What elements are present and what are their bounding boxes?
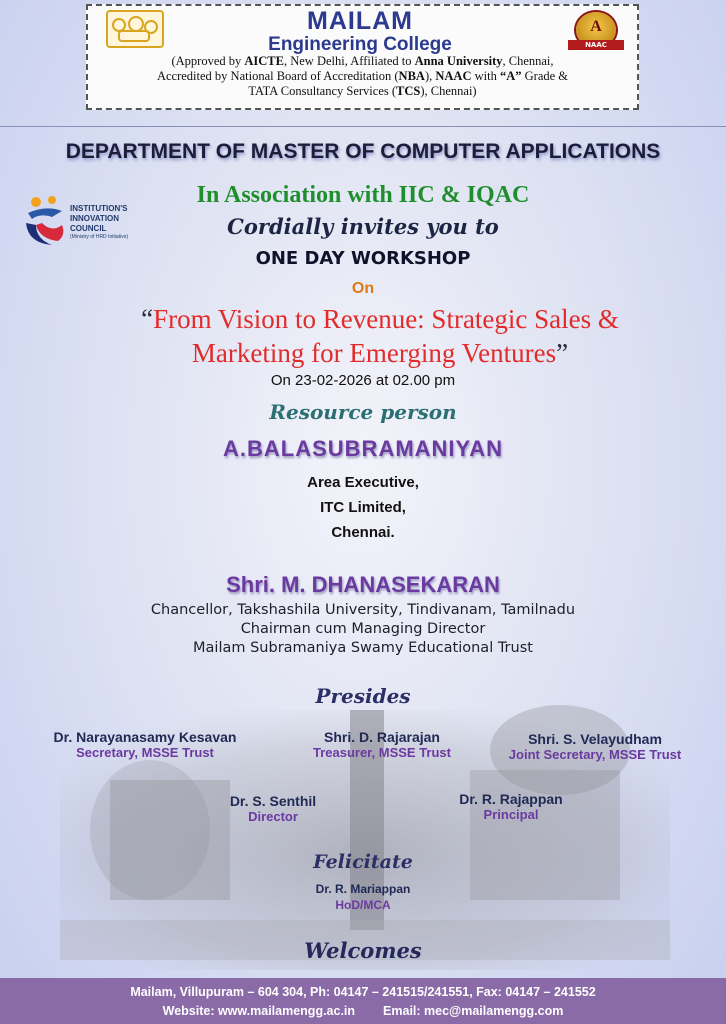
dignitary-card [486, 731, 704, 762]
felicitate-name: Dr. R. Mariappan [315, 882, 411, 896]
dignitary-name: Shri. S. Velayudham [528, 731, 662, 747]
workshop-title [40, 302, 720, 370]
dignitary-role: Director [248, 809, 298, 824]
resource-person-label: Resource person [269, 400, 457, 424]
workshop-title-line2 [40, 336, 720, 370]
dignitary-card [428, 791, 594, 822]
footer-email: Email: mec@mailamengg.com [383, 1004, 564, 1018]
naac-label: NAAC [435, 69, 472, 83]
welcomes-label: Welcomes [304, 938, 422, 963]
dignitary-role: Joint Secretary, MSSE Trust [508, 747, 682, 762]
anna-university-label: Anna University [414, 54, 503, 68]
dignitary-role: Treasurer, MSSE Trust [312, 745, 451, 760]
resource-person-role: Area Executive, [307, 474, 419, 491]
chief-guest-line: Chancellor, Takshashila University, Tindivanam, Tamilnadu [150, 602, 576, 618]
footer-website: Website: www.mailamengg.ac.in [162, 1004, 356, 1018]
dignitary-card [284, 729, 480, 760]
resource-person-city: Chennai. [331, 524, 395, 541]
dignitary-role: Principal [483, 807, 539, 822]
approval-text: with [471, 69, 500, 83]
college-name [170, 8, 550, 55]
approval-text: , New Delhi, Affiliated to [283, 54, 415, 68]
department-heading: DEPARTMENT OF MASTER OF COMPUTER APPLICATIONS [65, 140, 661, 163]
on-label: On [351, 280, 375, 297]
approval-line-2 [96, 69, 629, 84]
approval-text: Accredited by National Board of Accreditation ( [156, 69, 399, 83]
invitation-line: Cordially invites you to [227, 214, 499, 239]
association-line: In Association with IIC & IQAC [196, 182, 530, 208]
workshop-title-line1 [40, 302, 720, 336]
iic-line-3: COUNCIL [70, 224, 107, 233]
felicitate-label: Felicitate [313, 851, 413, 873]
presides-label: Presides [315, 684, 411, 708]
resource-person-details [0, 470, 726, 545]
footer-contact-line [0, 1002, 726, 1021]
college-name-line2: Engineering College [268, 34, 452, 55]
approval-line-1 [96, 54, 629, 69]
dignitary-role: Secretary, MSSE Trust [76, 745, 214, 760]
approval-text: Grade & [521, 69, 569, 83]
resource-person-company: ITC Limited, [320, 499, 406, 516]
dignitary-card [14, 729, 276, 760]
approval-line-3 [96, 84, 629, 99]
iic-line-1: INSTITUTION'S [70, 204, 128, 213]
nba-label: NBA [398, 69, 425, 83]
aicte-label: AICTE [244, 54, 284, 68]
chief-guest-line: Chairman cum Managing Director [240, 621, 486, 637]
approval-text: TATA Consultancy Services ( [248, 84, 397, 98]
event-type: ONE DAY WORKSHOP [255, 248, 471, 269]
accreditation-text [96, 54, 629, 99]
chief-guest-name: Shri. M. DHANASEKARAN [226, 572, 500, 597]
dignitary-card [196, 793, 350, 824]
title-text-1: From Vision to Revenue: Strategic Sales & [153, 304, 619, 334]
approval-text: , Chennai, [502, 54, 554, 68]
naac-grade-letter: A [590, 18, 602, 35]
naac-grade-label: “A” [499, 69, 522, 83]
open-quote: “ [141, 304, 154, 334]
dignitary-name: Shri. D. Rajarajan [324, 729, 440, 745]
dignitary-name: Dr. S. Senthil [229, 793, 317, 809]
approval-text: ), [424, 69, 436, 83]
approval-text: (Approved by [171, 54, 245, 68]
dignitary-name: Dr. Narayanasamy Kesavan [53, 729, 237, 745]
felicitate-role: HoD/MCA [335, 898, 391, 912]
iic-line-4: (Ministry of HRD Initiative) [70, 234, 129, 240]
resource-person-name: A.BALASUBRAMANIYAN [223, 436, 503, 461]
college-logo [106, 10, 164, 48]
close-quote: ” [556, 338, 569, 368]
iic-line-2: INNOVATION [70, 214, 120, 223]
event-datetime: On 23-02-2026 at 02.00 pm [270, 372, 456, 389]
approval-text: ), Chennai) [420, 84, 477, 98]
contact-footer [0, 978, 726, 1024]
dignitary-name: Dr. R. Rajappan [459, 791, 563, 807]
tcs-label: TCS [396, 84, 421, 98]
chief-guest-line: Mailam Subramaniya Swamy Educational Trust [193, 640, 533, 656]
college-name-line1: MAILAM [307, 7, 413, 35]
naac-ribbon: NAAC [568, 40, 624, 50]
footer-address: Mailam, Villupuram – 604 304, Ph: 04147 – 241515/241551, Fax: 04147 – 241552 [130, 985, 596, 999]
header-divider [0, 126, 726, 127]
title-text-2: Marketing for Emerging Ventures [191, 338, 557, 368]
chief-guest-details [0, 601, 726, 658]
